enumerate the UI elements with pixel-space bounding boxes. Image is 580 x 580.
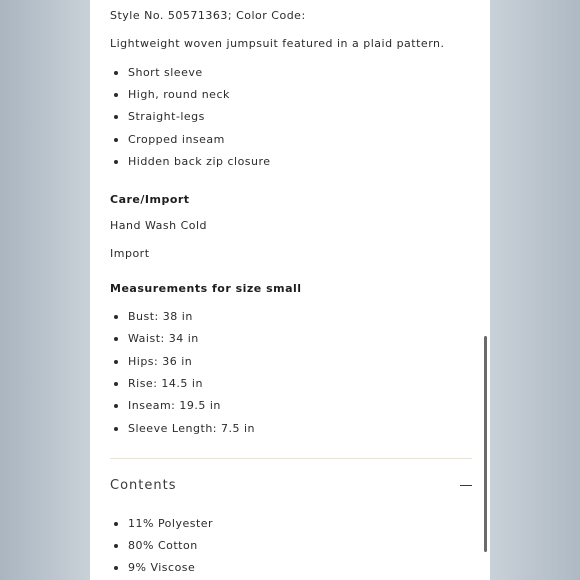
background-right <box>490 0 580 580</box>
contents-section-title[interactable]: Contents <box>110 478 177 493</box>
section-divider <box>110 458 472 459</box>
bullet-icon <box>114 71 118 75</box>
minus-icon <box>460 485 472 486</box>
bullet-icon <box>114 566 118 570</box>
bullet-icon <box>114 160 118 164</box>
bullet-icon <box>114 337 118 341</box>
care-wash-text: Hand Wash Cold <box>110 219 208 232</box>
bullet-icon <box>114 315 118 319</box>
bullet-icon <box>114 522 118 526</box>
bullet-icon <box>114 360 118 364</box>
product-details-panel: Style No. 50571363; Color Code: Lightweight woven jumpsuit featured in a plaid pattern. Short sleeve High, round neck Straight-legs Cropped inseam Hidden back zip closure Care/Import Hand Wash Cold Import Measurements for size small Bust: 38 in Waist: 34 in Hips: 36 in Rise: 14.5 in Inseam: 19.5 in Sleeve Length: 7.5 in Contents 11% Polyester 80% Cotton 9% Viscose <box>90 0 490 580</box>
bullet-icon <box>114 138 118 142</box>
bullet-icon <box>114 115 118 119</box>
import-text: Import <box>110 247 150 260</box>
bullet-icon <box>114 382 118 386</box>
style-number: Style No. 50571363; Color Code: <box>110 9 306 22</box>
bullet-icon <box>114 404 118 408</box>
scrollbar-thumb[interactable] <box>484 336 487 552</box>
product-description: Lightweight woven jumpsuit featured in a plaid pattern. <box>110 37 445 50</box>
background-left <box>0 0 90 580</box>
care-import-heading: Care/Import <box>110 193 190 206</box>
bullet-icon <box>114 544 118 548</box>
measurements-heading: Measurements for size small <box>110 282 302 295</box>
bullet-icon <box>114 427 118 431</box>
bullet-icon <box>114 93 118 97</box>
collapse-contents-button[interactable] <box>458 477 474 493</box>
